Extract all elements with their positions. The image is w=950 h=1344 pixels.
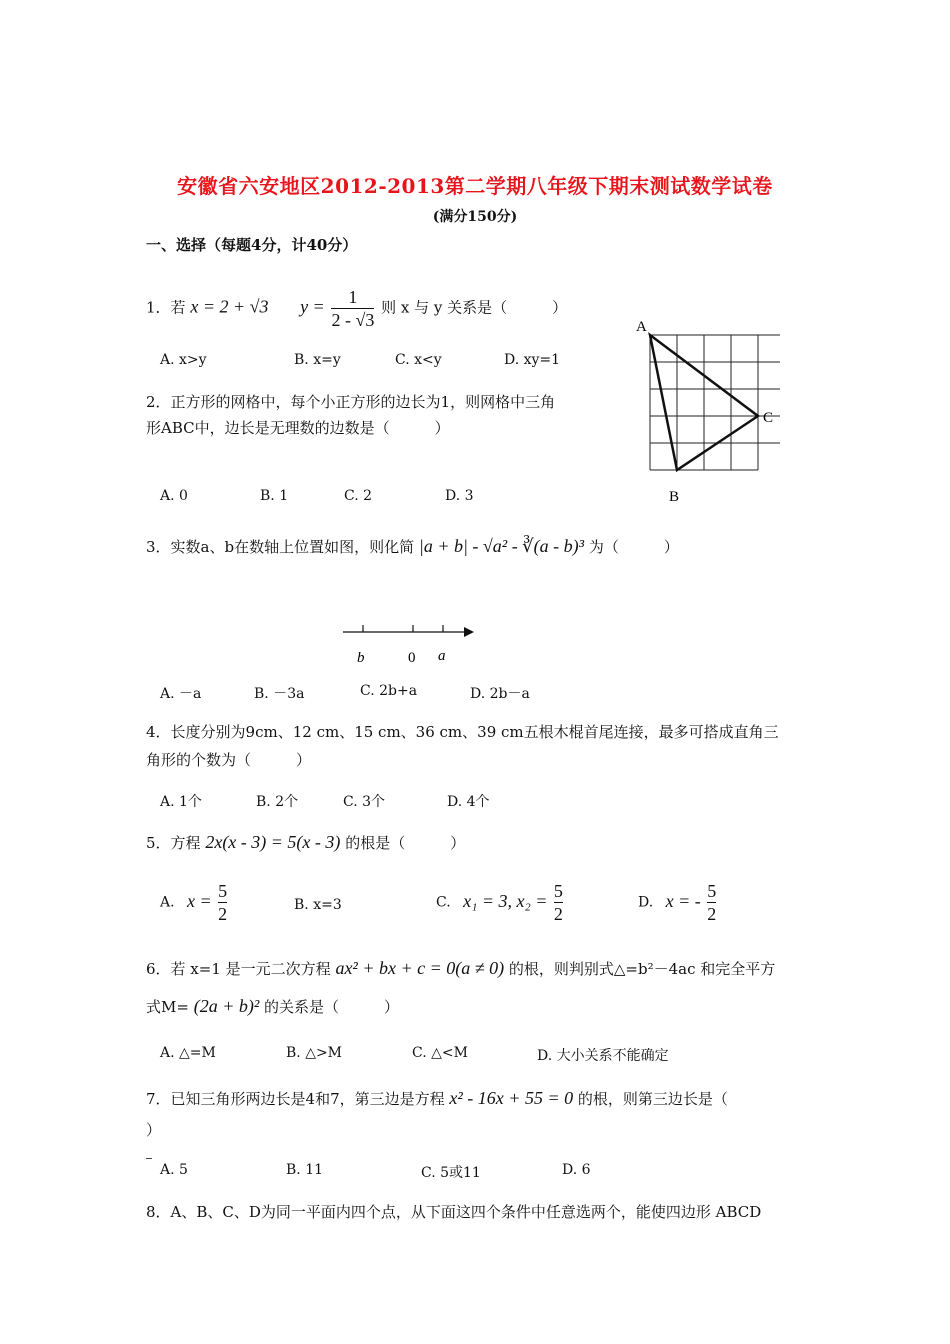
- full-score-note: (满分150分): [432, 209, 518, 225]
- grid-lines: [650, 335, 780, 470]
- q1-number: 1．若: [146, 298, 186, 317]
- q6-line2-pre: 式M=: [146, 998, 189, 1016]
- q7-stem: 7．已知三角形两边长是4和7，第三边是方程: [146, 1090, 445, 1108]
- q5-option-c-denominator: 2: [553, 904, 563, 924]
- question-3: [146, 536, 679, 557]
- q5-option-d-lhs: x = -: [665, 890, 701, 911]
- question-2-line-1: 2．正方形的网格中，每个小正方形的边长为1，则网格中三角: [146, 393, 556, 411]
- q3-expression: |a + b| - √a² - ∛(a - b)³: [418, 536, 585, 556]
- q4-option-b: B. 2个: [256, 794, 299, 810]
- q6-option-d: D. 大小关系不能确定: [537, 1048, 669, 1064]
- question-4-line-1: 4．长度分别为9cm、12 cm、15 cm、36 cm、39 cm五根木棍首尾连接，最多可搭成直角三: [146, 723, 779, 741]
- vertex-label-c: C: [763, 410, 774, 426]
- vertex-label-a: A: [636, 319, 647, 335]
- q3-tail: 为（ ）: [588, 538, 679, 556]
- number-line-arrow: [464, 627, 474, 637]
- q4-option-c: C. 3个: [343, 794, 386, 810]
- q3-option-d: D. 2b－a: [470, 686, 530, 702]
- q3-option-a: A. －a: [160, 686, 202, 702]
- q6-tail: 的根，则判别式△=b²－4ac 和完全平方: [508, 960, 776, 978]
- q1-option-a: A. x>y: [160, 352, 207, 368]
- q2-option-a: A. 0: [160, 488, 188, 504]
- small-dash-mark: [146, 1158, 152, 1159]
- q4-option-a: A. 1个: [160, 794, 202, 810]
- q3-stem: 3．实数a、b在数轴上位置如图，则化简: [146, 538, 415, 556]
- question-8-line-1: 8．A、B、C、D为同一平面内四个点，从下面这四个条件中任意选两个，能使四边形 ABCD: [146, 1203, 762, 1221]
- q1-option-d: D. xy=1: [504, 352, 561, 368]
- q3-option-b: B. －3a: [254, 686, 305, 702]
- q1-y-fraction: [331, 286, 374, 331]
- question-6-line-2: [146, 996, 399, 1017]
- q5-equation: 2x(x - 3) = 5(x - 3): [205, 832, 341, 852]
- q5-option-a-letter: A.: [160, 894, 175, 911]
- q7-option-d: D. 6: [562, 1162, 591, 1178]
- axis-label-a: a: [438, 648, 446, 664]
- q5-option-a-fraction: [218, 880, 227, 925]
- q6-option-a: A. △=M: [160, 1045, 216, 1061]
- q1-y-denominator: 2 - √3: [331, 310, 375, 330]
- q1-option-c: C. x<y: [395, 352, 442, 368]
- q4-option-d: D. 4个: [447, 794, 490, 810]
- question-7-line-2: ）: [146, 1121, 162, 1139]
- q7-option-a: A. 5: [160, 1162, 188, 1178]
- vertex-label-b: B: [669, 489, 680, 505]
- q7-tail: 的根，则第三边长是（: [577, 1090, 728, 1108]
- q5-stem: 5．方程: [146, 834, 201, 852]
- q7-option-b: B. 11: [286, 1162, 324, 1178]
- number-line-figure: [338, 620, 483, 670]
- grid-triangle-figure: [620, 315, 795, 510]
- section-heading-choice: 一、选择（每题4分，计40分）: [146, 236, 358, 254]
- q1-tail: 则 x 与 y 关系是（ ）: [381, 298, 568, 317]
- question-5: [146, 832, 465, 853]
- q5-option-a-numerator: 5: [218, 881, 228, 901]
- q7-equation: x² - 16x + 55 = 0: [449, 1088, 574, 1108]
- q5-tail: 的根是（ ）: [345, 834, 466, 852]
- q5-option-d: [638, 880, 718, 925]
- q6-stem: 6．若 x=1 是一元二次方程: [146, 960, 331, 978]
- q7-option-c: C. 5或11: [421, 1165, 481, 1181]
- q5-option-c: [436, 880, 565, 925]
- q6-square-expression: (2a + b)²: [193, 996, 260, 1016]
- q2-option-b: B. 1: [260, 488, 289, 504]
- q5-option-a-lhs: x =: [187, 890, 212, 911]
- q5-option-d-letter: D.: [638, 894, 654, 911]
- q5-option-c-fraction: [554, 880, 563, 925]
- q3-option-c: C. 2b+a: [360, 683, 418, 699]
- question-6-line-1: [146, 958, 775, 979]
- q1-x-expression: x = 2 + √3: [190, 296, 269, 317]
- question-7-line-1: [146, 1088, 728, 1109]
- q5-option-a: [160, 880, 229, 925]
- q5-option-d-fraction: [707, 880, 716, 925]
- q6-equation: ax² + bx + c = 0(a ≠ 0): [335, 958, 505, 978]
- q2-option-d: D. 3: [445, 488, 474, 504]
- q5-option-c-letter: C.: [436, 894, 451, 911]
- q6-line2-tail: 的关系是（ ）: [264, 998, 400, 1016]
- axis-label-b: b: [357, 650, 365, 666]
- q5-option-d-denominator: 2: [707, 904, 717, 924]
- q1-option-b: B. x=y: [294, 352, 341, 368]
- axis-label-0: 0: [408, 650, 416, 666]
- q5-option-c-numerator: 5: [553, 881, 563, 901]
- question-4-line-2: 角形的个数为（ ）: [146, 751, 312, 769]
- q5-option-a-denominator: 2: [218, 904, 228, 924]
- q5-option-b: B. x=3: [294, 897, 342, 913]
- q6-option-b: B. △>M: [286, 1045, 343, 1061]
- q5-option-c-lhs: x₁ = 3, x₂ =: [463, 890, 548, 911]
- q1-y-numerator: 1: [348, 287, 358, 307]
- exam-title: 安徽省六安地区2012-2013第二学期八年级下期末测试数学试卷: [177, 174, 773, 198]
- question-1: [146, 286, 567, 331]
- q5-option-d-numerator: 5: [707, 881, 717, 901]
- q1-y-lhs: y =: [300, 296, 325, 317]
- question-2-line-2: 形ABC中，边长是无理数的边数是（ ）: [146, 419, 450, 437]
- q6-option-c: C. △<M: [412, 1045, 468, 1061]
- q2-option-c: C. 2: [344, 488, 373, 504]
